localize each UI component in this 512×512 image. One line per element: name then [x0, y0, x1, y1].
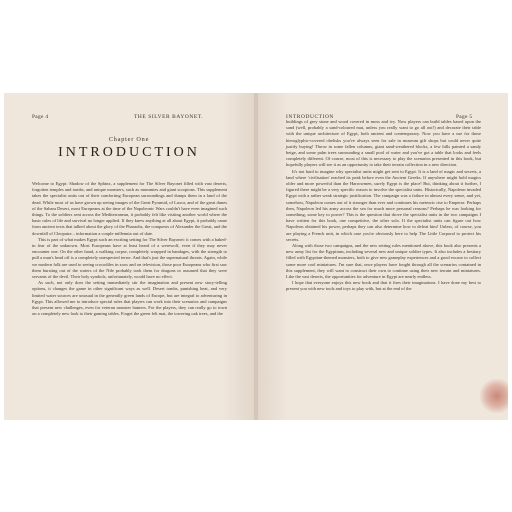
running-head-left: THE SILVER BAYONET.	[134, 114, 204, 120]
page-number-left: Page 4	[32, 114, 49, 120]
right-body-text	[286, 119, 481, 293]
paragraph: This is part of what makes Egypt such an exciting setting for The Silver Bayonet: it comes with a baked-in fear of the unknown. Most Europeans have at least heard of a werewolf, even if they may never encounter one. On the other hand, a walking corpse, completely wrapped in bandages, with the strength to pull a man's head off is a completely unexpected terror. And that's just the supernatural threats. Again, while we modern folk are used to seeing crocodiles in zoos and on television, those poor Europeans who first saw them bursting out of the waters of the Nile probably took them for dragons or assumed that they were servants of the devil. Their holy symbols, unfortunately, would have no effect.	[32, 236, 227, 280]
book-spread	[4, 93, 508, 420]
paragraph: As such, not only does the setting immediately stir the imagination and present new story-telling options, it changes the game in other significant ways as well. Desert tombs, punishing heat, and very limited water sources are unusual in the generally green lands of Europe, but are integral to adventuring in Egypt. This allowed me to introduce special rules that players can work into their scenarios and campaigns that present new challenges, even for veteran monster hunters. For the players, they can really go to town on a completely new look to their gaming tables. Forget the green felt mat, the towering oak trees, and the	[32, 280, 227, 317]
paragraph: It's not hard to imagine why specialist units might get sent to Egypt. It is a land of magic and secrets, a land where 'civilisation' reached its peak before even the Ancient Greeks. If anywhere might hold magics older and more powerful than the Harrowmen, surely Egypt is the place! But, thinking about it further, I figured there might be a very specific reason to involve the specialist units. Historically, Napoleon invaded Egypt with a rather weak strategic justification. The campaign was a failure in almost every sense, and yet, somehow, Napoleon comes out of it stronger than ever and continues his meteoric rise to Emperor. Perhaps then, Napoleon led his army across the sea for much more personal reasons? Perhaps he was looking for something, some key to power? This is the question that drove the specialist units in the two campaigns I have written for this book, one competitive, the other solo. If the specialist units can figure out how Napoleon obtained his power, perhaps they can also determine how to defeat him! Unless, of course, you are playing a French unit, in which case you're obviously here to help The Little Corporal to protect his secrets.	[286, 168, 481, 242]
chapter-heading: Chapter One	[108, 136, 150, 143]
paragraph: buildings of grey stone and wood covered in moss and ivy. Now players can build tables based upon the sand (well, probably a sand-coloured mat, unless you really want to go all out!) and decorate their table with the unique architecture of Egypt, both ancient and contemporary. Now you have a use for those hieroglyphic-covered obelisks you've always seen for sale in museum gift shops but could never quite justify buying! Throw in some fallen columns, giant sand-weathered blocks, a few hills painted a sandy beige, and some palm trees surrounding a small pool of water and you've got a table that looks and feels completely different. Of course, most of this is necessary to play the scenarios presented in this book, but hopefully players will see it as an opportunity to take their terrain collection in a new direction.	[286, 119, 481, 168]
paragraph: Welcome to Egypt: Shadow of the Sphinx, a supplement for The Silver Bayonet filled with vast deserts, forgotten temples and tombs, and unique monsters, such as mummies and giant scorpions. This supplement takes the specialist units out of their comforting European surroundings and dumps them in a land of the dead. While most of us have grown up seeing images of the Great Pyramid, of Luxor, and of the great dunes of the Sahara Desert, most Europeans at the time of the Napoleonic Wars couldn't have even imagined such things. To the soldiers sent across the Mediterranean, it probably felt like visiting another world where the basic rules of life and survival no longer applied. If they knew anything at all about Egypt, it probably came from ancient texts that talked about the glory of the Pharaohs, the conquests of Alexander the Great, and the downfall of Cleopatra – information a couple millennia out of date.	[32, 181, 227, 236]
chapter-title: INTRODUCTION	[58, 145, 200, 160]
left-page	[4, 93, 254, 420]
blood-stain-decoration	[480, 379, 508, 413]
paragraph: I hope that everyone enjoys this new book and that it fires their imaginations. I have done my best to present you with new tools and toys to play with, but at the end of the	[286, 280, 481, 292]
running-head-right: INTRODUCTION	[286, 114, 334, 120]
right-page	[258, 93, 508, 420]
left-body-text	[32, 181, 227, 317]
paragraph: Along with those two campaigns, and the new setting rules mentioned above, this book also presents a new army list for the Egyptians, including several new and unique soldier types. It also includes a bestiary filled with Egyptian-themed monsters, both to give new gameplay experiences and a good excuse to collect some more cool miniatures. I'm sure that, once players have fought through all the scenarios contained in this supplement, they will want to construct their own to continue using their new terrain and miniatures. Like the vast deserts, the opportunities for adventure in Egypt are nearly endless.	[286, 243, 481, 280]
page-number-right: Page 5	[456, 114, 473, 120]
